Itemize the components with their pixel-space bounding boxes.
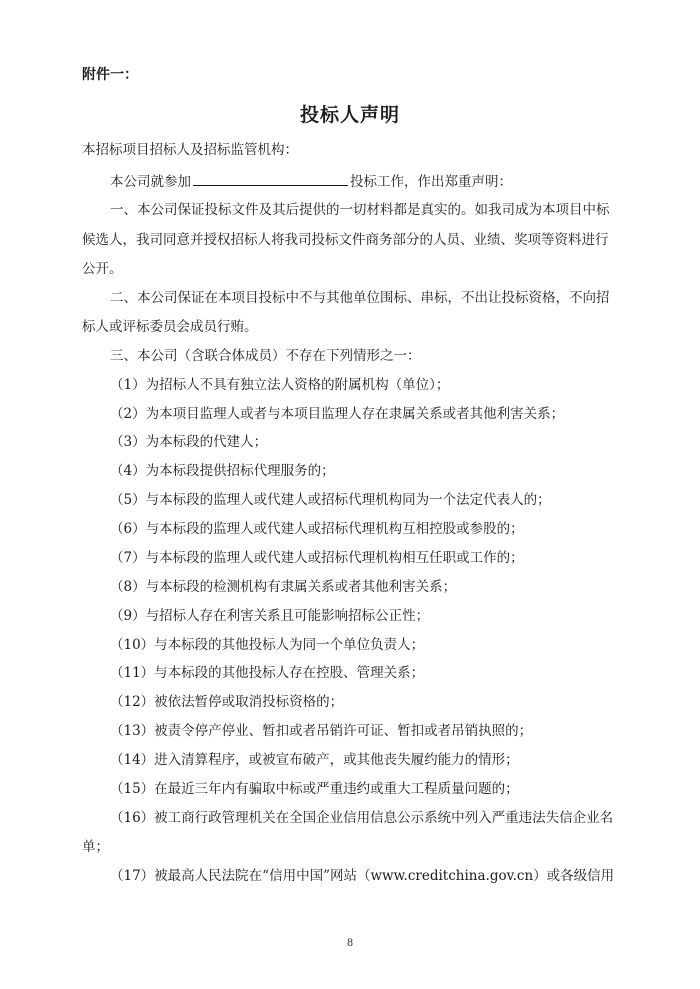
list-item: （16）被工商行政管理机关在全国企业信用信息公示系统中列入严重违法失信企业名 [110, 810, 614, 826]
intro-line [110, 171, 512, 191]
page-title: 投标人声明 [299, 104, 400, 126]
addressee: 本招标项目招标人及招标监管机构： [82, 142, 298, 158]
clause1-line3: 公开。 [82, 261, 123, 277]
list-item: （12）被依法暂停或取消投标资格的； [110, 694, 344, 710]
list-item: （6）与本标段的监理人或代建人或招标代理机构互相控股或参股的； [110, 521, 524, 537]
clause2-line2: 标人或评标委员会成员行贿。 [82, 319, 258, 335]
page-number: 8 [346, 938, 354, 949]
list-item: （2）为本项目监理人或者与本项目监理人存在隶属关系或者其他利害关系； [110, 406, 565, 422]
project-name-blank [193, 171, 348, 186]
list-item: 单； [82, 839, 109, 855]
clause3: 三、本公司（含联合体成员）不存在下列情形之一： [110, 348, 421, 364]
clause1-line2: 候选人，我司同意并授权招标人将我司投标文件商务部分的人员、业绩、奖项等资料进行 [82, 232, 609, 248]
clause2-line1: 二、本公司保证在本项目投标中不与其他单位围标、串标，不出让投标资格，不向招 [110, 290, 610, 306]
list-item: （7）与本标段的监理人或代建人或招标代理机构相互任职或工作的； [110, 550, 524, 566]
list-item: （1）为招标人不具有独立法人资格的附属机构（单位）； [110, 377, 450, 393]
intro-after: 投标工作，作出郑重声明： [350, 174, 512, 190]
list-item: （9）与招标人存在利害关系且可能影响招标公正性； [110, 608, 430, 624]
intro-before: 本公司就参加 [110, 174, 191, 190]
list-item: （5）与本标段的监理人或代建人或招标代理机构同为一个法定代表人的； [110, 492, 551, 508]
attachment-label: 附件一： [82, 67, 138, 83]
list-item: （17）被最高人民法院在“信用中国”网站（www.creditchina.gov.cn）或各级信用 [110, 868, 615, 884]
list-item: （3）为本标段的代建人； [110, 434, 268, 450]
list-item: （14）进入清算程序，或被宣布破产，或其他丧失履约能力的情形； [110, 752, 519, 768]
list-item: （10）与本标段的其他投标人为同一个单位负责人； [110, 637, 425, 653]
list-item: （13）被责令停产停业、暂扣或者吊销许可证、暂扣或者吊销执照的； [110, 723, 533, 739]
clause1-line1: 一、本公司保证投标文件及其后提供的一切材料都是真实的。如我司成为本项目中标 [110, 202, 610, 218]
list-item: （15）在最近三年内有骗取中标或严重违约或重大工程质量问题的； [110, 781, 519, 797]
list-item: （11）与本标段的其他投标人存在控股、管理关系； [110, 665, 425, 681]
list-item: （8）与本标段的检测机构有隶属关系或者其他利害关系； [110, 579, 457, 595]
list-item: （4）为本标段提供招标代理服务的； [110, 463, 335, 479]
